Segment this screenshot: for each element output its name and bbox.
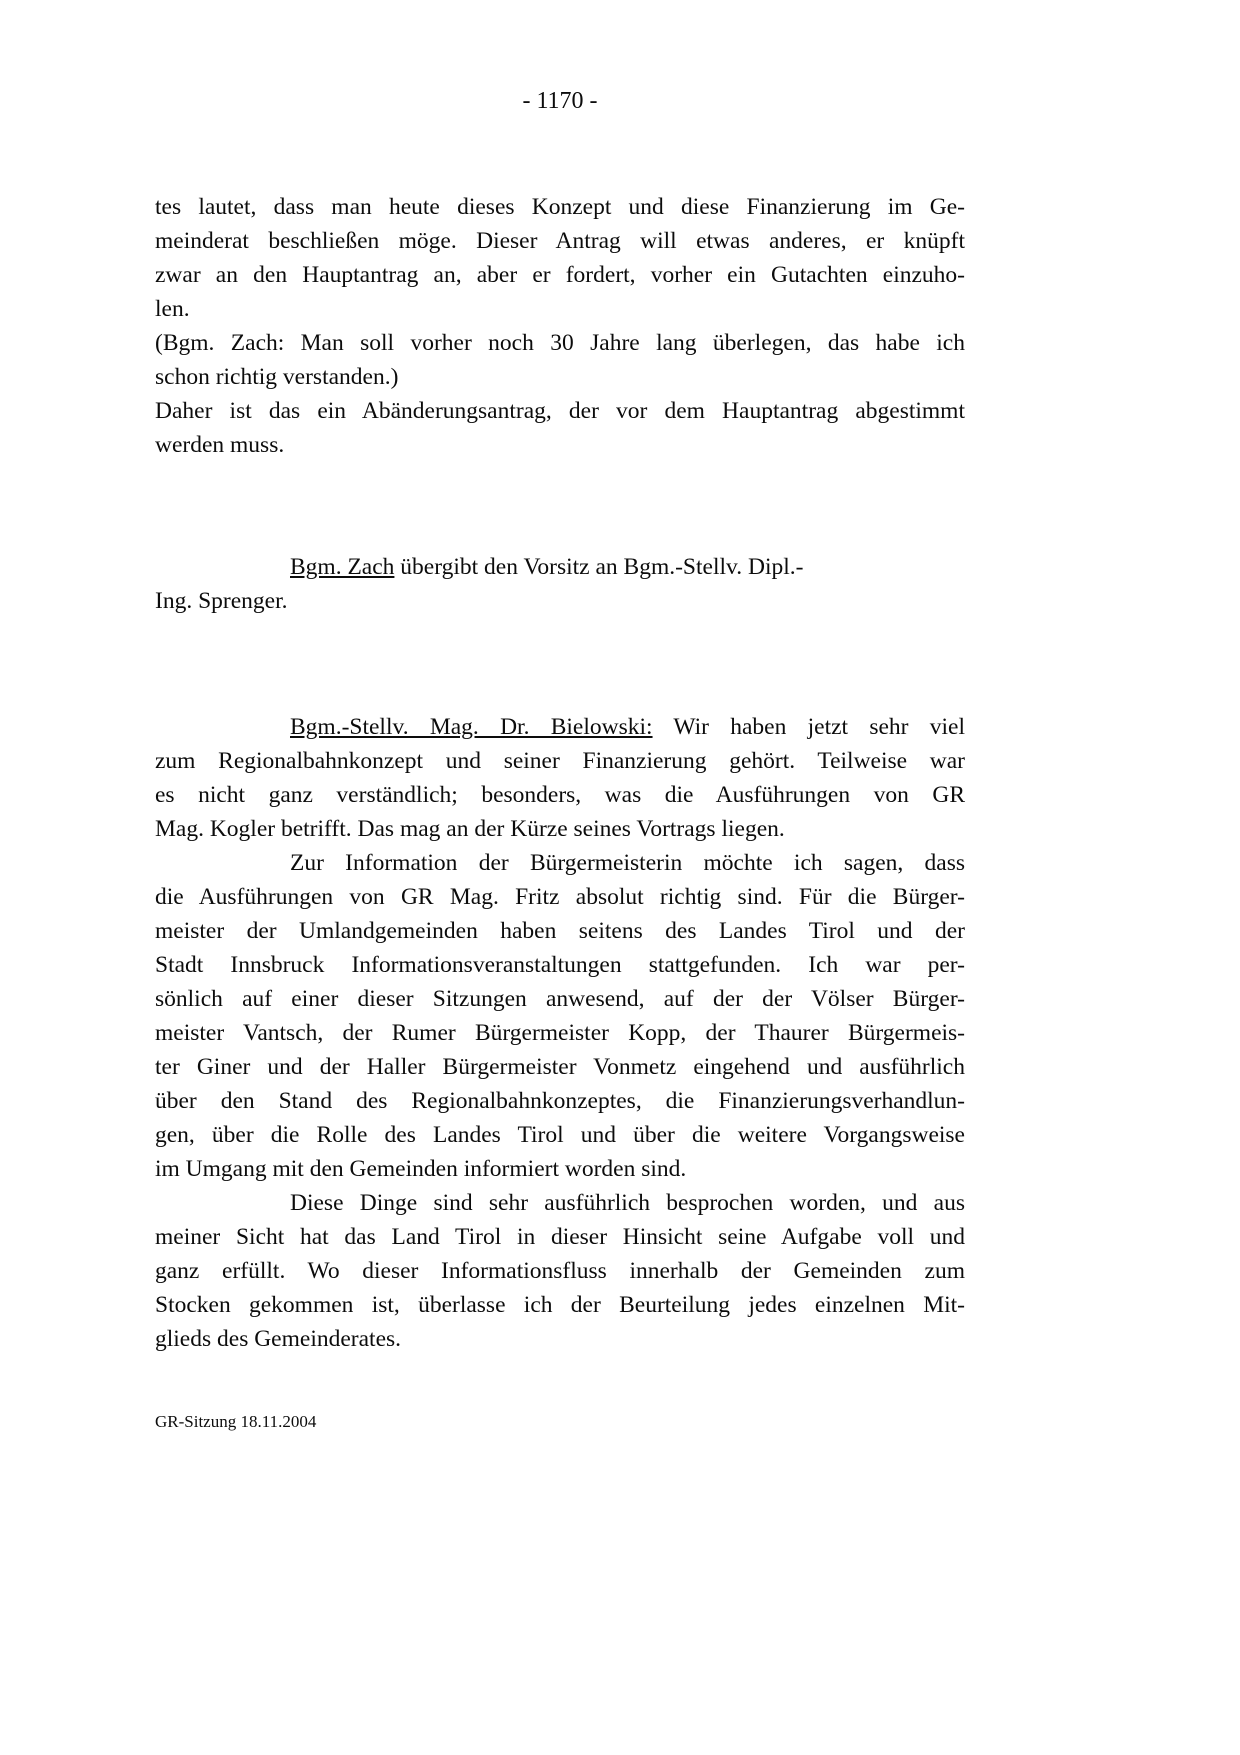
text-line: meister Vantsch, der Rumer Bürgermeister Kopp, der Thaurer Bürgermeis- <box>155 1020 965 1046</box>
text-line: Daher ist das ein Abänderungsantrag, der vor dem Hauptantrag abgestimmt <box>155 398 965 424</box>
text-line: sönlich auf einer dieser Sitzungen anwesend, auf der der Völser Bürger- <box>155 986 965 1012</box>
text-line: (Bgm. Zach: Man soll vorher noch 30 Jahre lang überlegen, das habe ich <box>155 330 965 356</box>
text-line: schon richtig verstanden.) <box>155 364 399 390</box>
footer-session-label: GR-Sitzung 18.11.2004 <box>155 1412 317 1431</box>
text-line: Ing. Sprenger. <box>155 588 288 614</box>
text-line: im Umgang mit den Gemeinden informiert worden sind. <box>155 1156 687 1182</box>
paragraph-abaenderungsantrag <box>155 394 965 462</box>
speaker-name: Bgm.-Stellv. Mag. Dr. Bielowski: <box>290 714 653 740</box>
paragraph-zach-interjection <box>155 326 965 394</box>
text-line: die Ausführungen von GR Mag. Fritz absolut richtig sind. Für die Bürger- <box>155 884 965 910</box>
text-line: es nicht ganz verständlich; besonders, was die Ausführungen von GR <box>155 782 965 808</box>
text-line: Bgm. Zach übergibt den Vorsitz an Bgm.-Stellv. Dipl.- <box>290 554 804 580</box>
text-line: Diese Dinge sind sehr ausführlich besprochen worden, und aus <box>290 1190 965 1216</box>
text-line: meiner Sicht hat das Land Tirol in dieser Hinsicht seine Aufgabe voll und <box>155 1224 965 1250</box>
paragraph-chair-handover <box>155 550 965 618</box>
speaker-name: Bgm. Zach <box>290 554 395 580</box>
page-number: - 1170 - <box>522 88 598 114</box>
paragraph-information-buergermeisterin <box>155 846 965 1186</box>
document-body <box>155 190 965 1356</box>
text-line: tes lautet, dass man heute dieses Konzept und diese Finanzierung im Ge- <box>155 194 965 220</box>
text-line: len. <box>155 296 190 322</box>
text-line: Stocken gekommen ist, überlasse ich der Beurteilung jedes einzelnen Mit- <box>155 1292 965 1318</box>
text-line: über den Stand des Regionalbahnkonzeptes, die Finanzierungsverhandlun- <box>155 1088 965 1114</box>
text-line: glieds des Gemeinderates. <box>155 1326 402 1352</box>
paragraph-fazit <box>155 1186 965 1356</box>
text-line: Bgm.-Stellv. Mag. Dr. Bielowski: Wir haben jetzt sehr viel <box>290 714 965 740</box>
text-line: ter Giner und der Haller Bürgermeister Vonmetz eingehend und ausführlich <box>155 1054 965 1080</box>
paragraph-amendment-motion <box>155 190 965 326</box>
text-line: meinderat beschließen möge. Dieser Antrag will etwas anderes, er knüpft <box>155 228 965 254</box>
text-line: gen, über die Rolle des Landes Tirol und über die weitere Vorgangsweise <box>155 1122 965 1148</box>
paragraph-bielowski-intro <box>155 710 965 846</box>
text-line: ganz erfüllt. Wo dieser Informationsfluss innerhalb der Gemeinden zum <box>155 1258 965 1284</box>
text-line: werden muss. <box>155 432 285 458</box>
text-line: zwar an den Hauptantrag an, aber er fordert, vorher ein Gutachten einzuho- <box>155 262 965 288</box>
text-line: Zur Information der Bürgermeisterin möchte ich sagen, dass <box>290 850 965 876</box>
text-line: zum Regionalbahnkonzept und seiner Finanzierung gehört. Teilweise war <box>155 748 965 774</box>
text-line: Mag. Kogler betrifft. Das mag an der Kürze seines Vortrags liegen. <box>155 816 785 842</box>
text-line: Stadt Innsbruck Informationsveranstaltungen stattgefunden. Ich war per- <box>155 952 965 978</box>
text-line: meister der Umlandgemeinden haben seitens des Landes Tirol und der <box>155 918 965 944</box>
